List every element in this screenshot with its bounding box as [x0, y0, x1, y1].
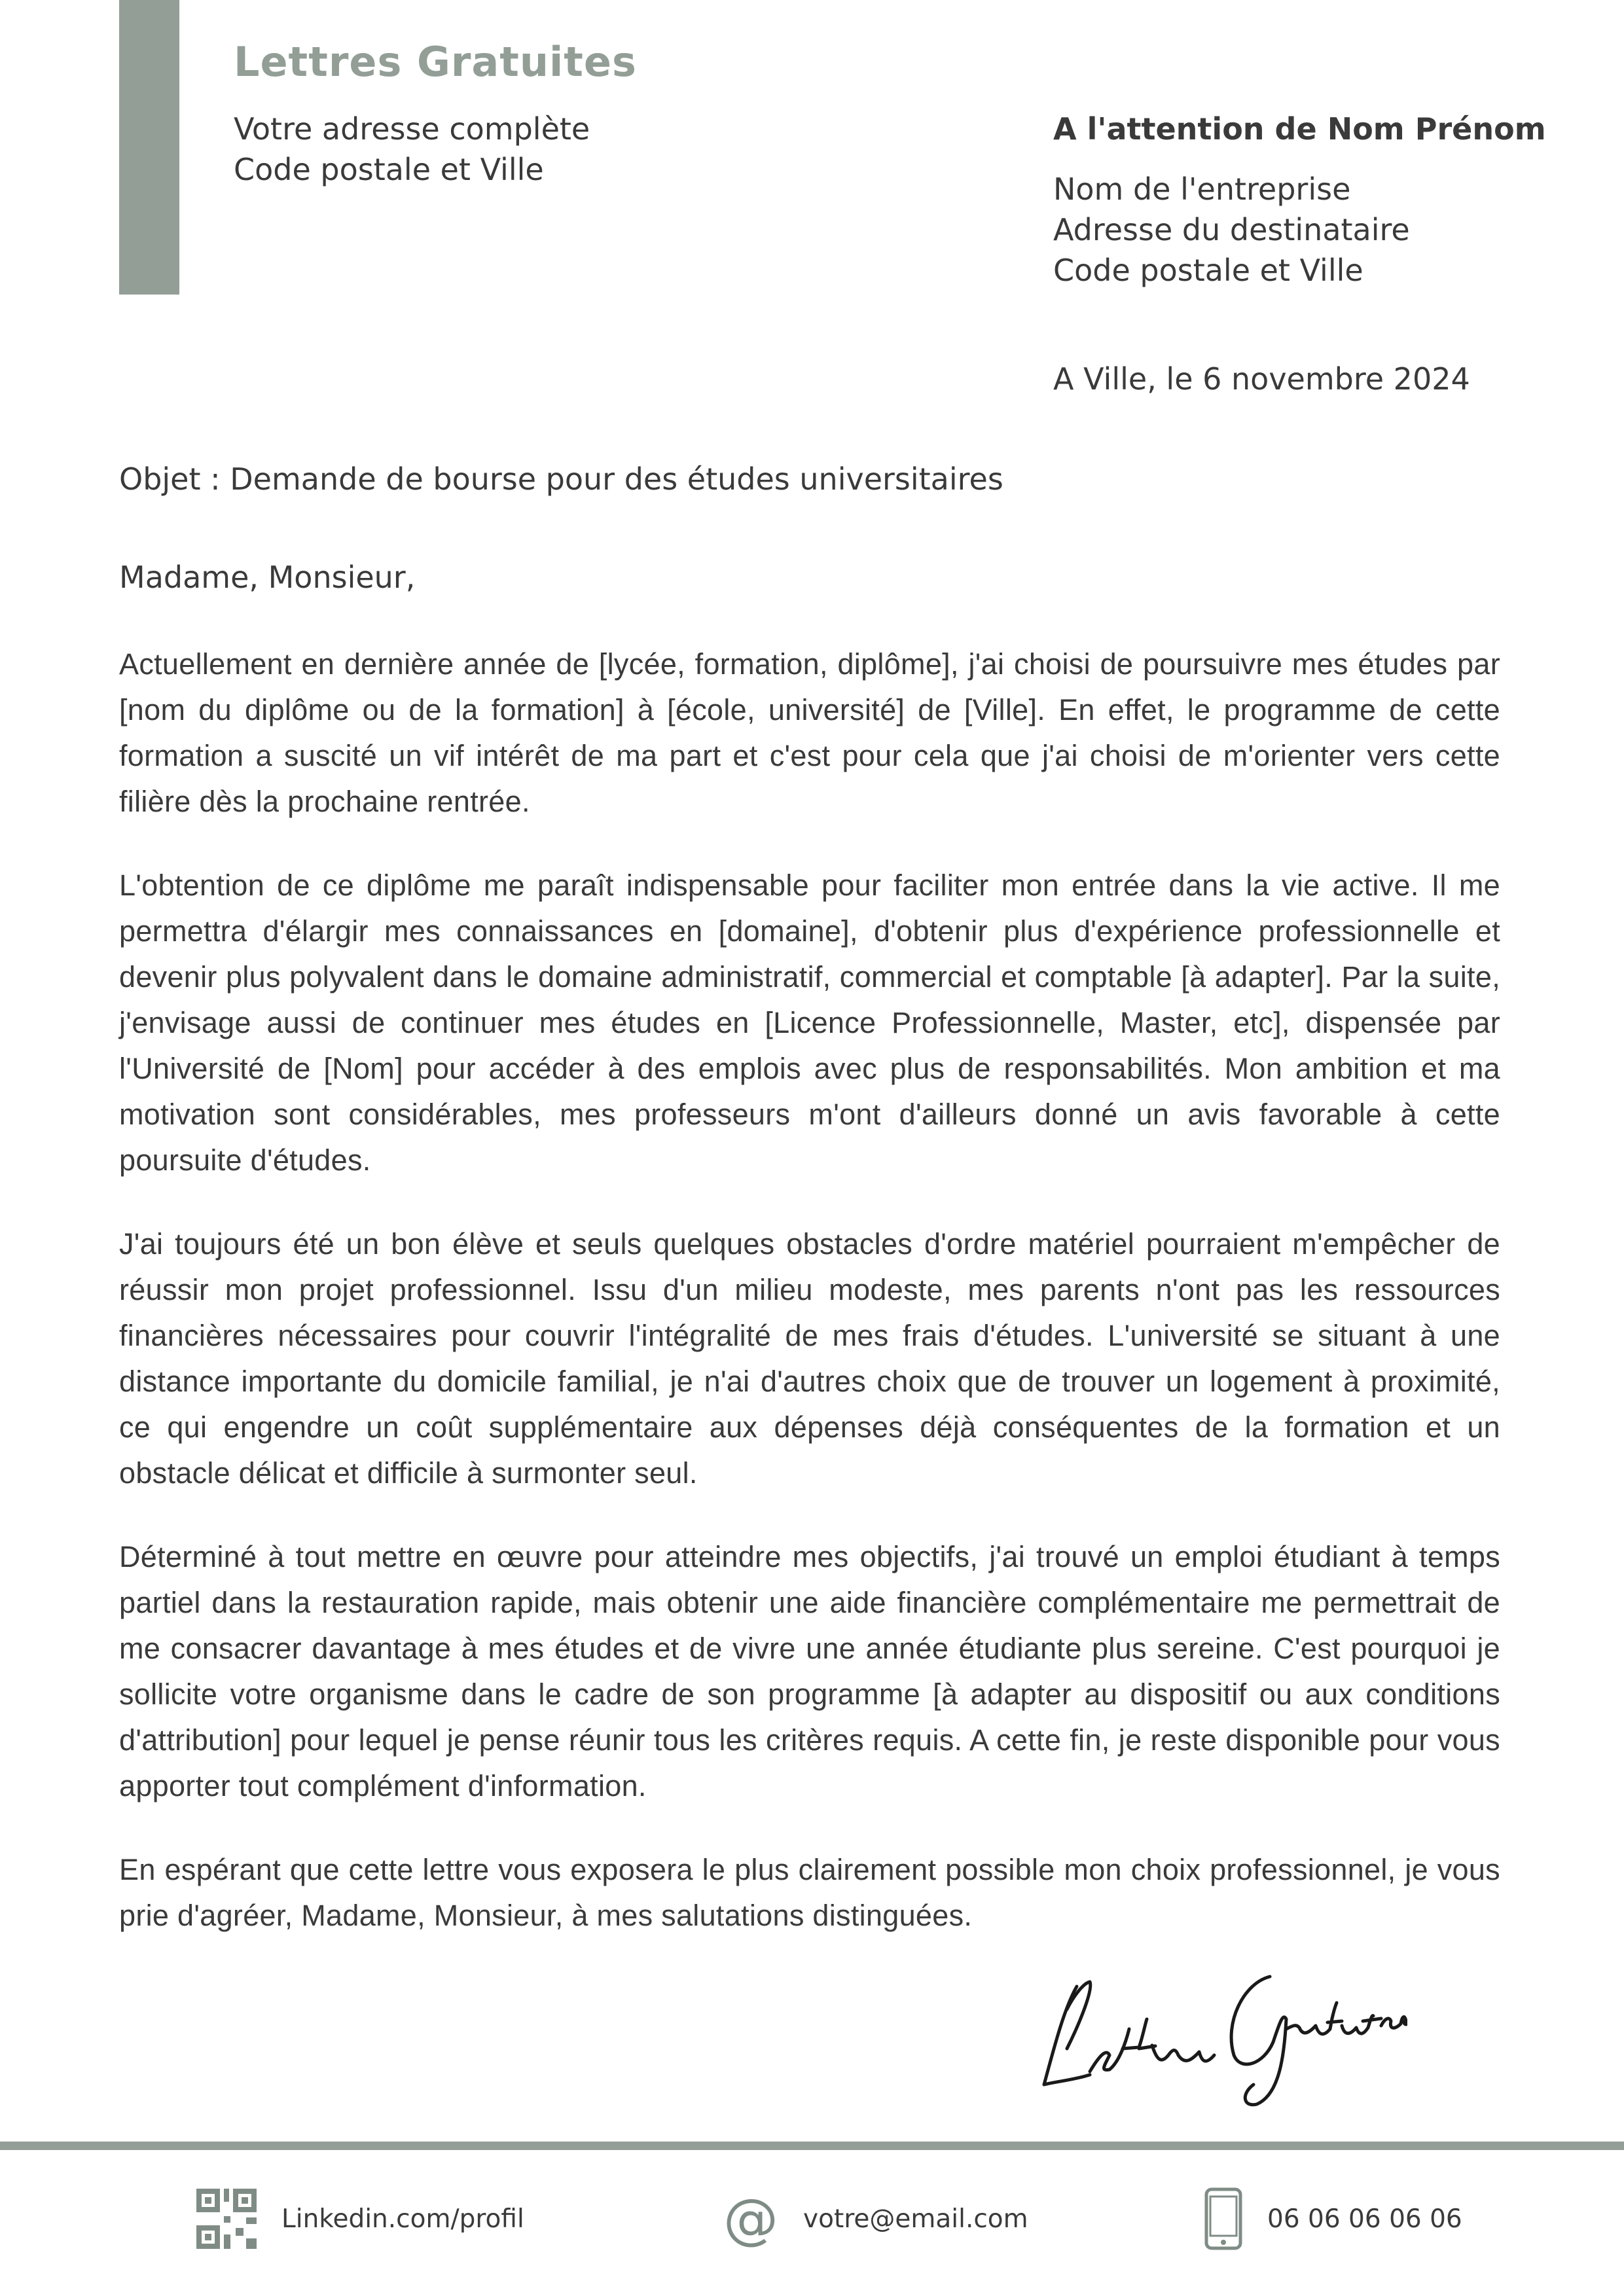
sender-address-line2: Code postale et Ville	[234, 152, 544, 187]
footer-email	[723, 2186, 1028, 2251]
footer-phone	[1204, 2186, 1462, 2251]
at-sign-icon: @	[723, 2187, 778, 2251]
letter-subject: Objet : Demande de bourse pour des études universitaires	[119, 461, 1003, 497]
recipient-city: Code postale et Ville	[1053, 253, 1363, 288]
body-paragraph-3: J'ai toujours été un bon élève et seuls quelques obstacles d'ordre matériel pourraient m'empêcher de réussir mon projet professionnel. Issu d'un milieu modeste, mes parents n'ont pas les ressources financières nécessaires pour couvrir l'intégralité de mes frais d'études. L'université se situant à une distance importante du domicile familial, je n'ai d'autres choix que de trouver un logement à proximité, ce qui engendre un coût supplémentaire aux dépenses déjà conséquentes de la formation et un obstacle délicat et difficile à surmonter seul.	[119, 1227, 1500, 1490]
mobile-phone-icon	[1204, 2187, 1242, 2250]
recipient-company: Nom de l'entreprise	[1053, 171, 1351, 207]
linkedin-text[interactable]: Linkedin.com/profil	[281, 2204, 524, 2234]
recipient-street: Adresse du destinataire	[1053, 212, 1410, 247]
sender-name: Lettres Gratuites	[234, 38, 637, 86]
qr-code-icon	[196, 2189, 257, 2249]
body-paragraph-5: En espérant que cette lettre vous exposera le plus clairement possible mon choix professionnel, je vous prie d'agréer, Madame, Monsieur, à mes salutations distinguées.	[119, 1853, 1500, 1932]
letter-date: A Ville, le 6 novembre 2024	[1053, 361, 1470, 397]
recipient-address	[1053, 169, 1410, 291]
handwritten-signature	[1028, 1950, 1407, 2108]
accent-bar	[119, 0, 179, 295]
email-text[interactable]: votre@email.com	[803, 2204, 1028, 2234]
letter-body	[119, 641, 1500, 1977]
footer-divider	[0, 2142, 1624, 2150]
sender-address-line1: Votre adresse complète	[234, 111, 590, 147]
letter-greeting: Madame, Monsieur,	[119, 560, 416, 595]
body-paragraph-4: Déterminé à tout mettre en œuvre pour atteindre mes objectifs, j'ai trouvé un emploi étudiant à temps partiel dans la restauration rapide, mais obtenir une aide financière complémentaire me permettrait de me consacrer davantage à mes études et de vivre une année étudiante plus sereine. C'est pourquoi je sollicite votre organisme dans le cadre de son programme [à adapter au dispositif ou aux conditions d'attribution] pour lequel je pense réunir tous les critères requis. A cette fin, je reste disponible pour vous apporter tout complément d'information.	[119, 1540, 1500, 1803]
body-paragraph-2: L'obtention de ce diplôme me paraît indispensable pour faciliter mon entrée dans la vie active. Il me permettra d'élargir mes connaissances en [domaine], d'obtenir plus d'expérience professionnelle et devenir plus polyvalent dans le domaine administratif, commercial et comptable [à adapter]. Par la suite, j'envisage aussi de continuer mes études en [Licence Professionnelle, Master, etc], dispensée par l'Université de [Nom] pour accéder à des emplois avec plus de responsabilités. Mon ambition et ma motivation sont considérables, mes professeurs m'ont d'ailleurs donné un avis favorable à cette poursuite d'études.	[119, 869, 1500, 1177]
footer-linkedin	[196, 2186, 524, 2251]
body-paragraph-1: Actuellement en dernière année de [lycée, formation, diplôme], j'ai choisi de poursuivre mes études par [nom du diplôme ou de la formation] à [école, université] de [Ville]. En effet, le programme de cette formation a suscité un vif intérêt de ma part et c'est pour cela que j'ai choisi de m'orienter vers cette filière dès la prochaine rentrée.	[119, 647, 1500, 818]
phone-text[interactable]: 06 06 06 06 06	[1267, 2204, 1462, 2234]
recipient-attention: A l'attention de Nom Prénom	[1053, 111, 1546, 147]
sender-address	[234, 109, 590, 190]
